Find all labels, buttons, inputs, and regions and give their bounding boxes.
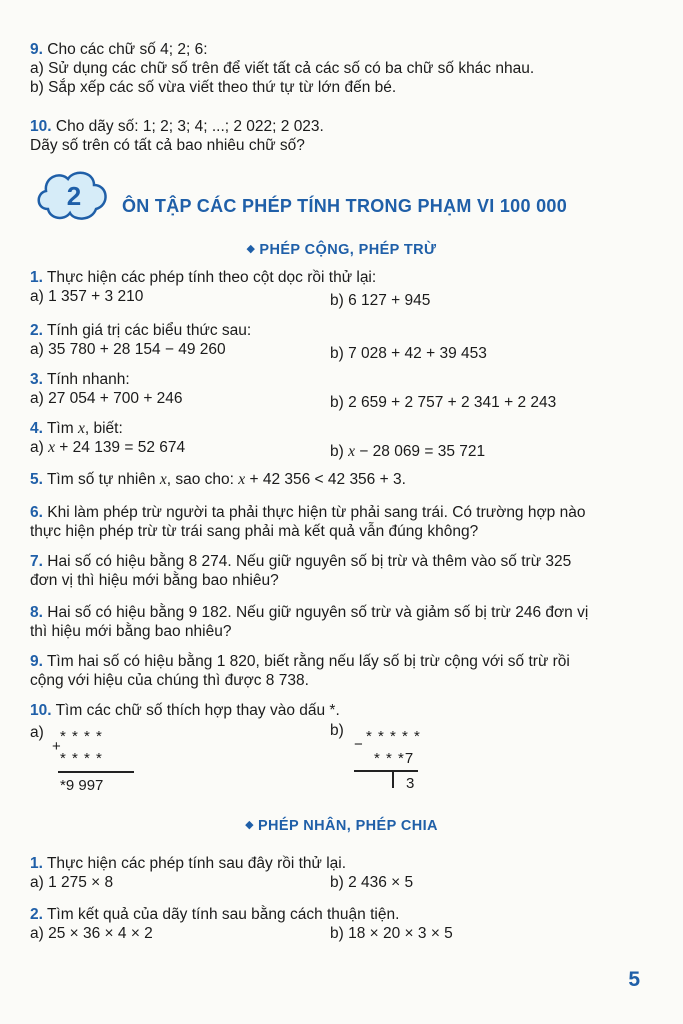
p1-question-7 bbox=[30, 552, 653, 590]
question-number: 3. bbox=[30, 371, 43, 388]
question-number: 2. bbox=[30, 322, 43, 339]
question-number: 4. bbox=[30, 420, 43, 437]
question-part-a bbox=[30, 438, 185, 457]
question-number: 5. bbox=[30, 471, 43, 488]
equation: − 28 069 = 35 721 bbox=[354, 443, 486, 460]
question-text: Tìm bbox=[46, 420, 78, 437]
vertical-line bbox=[392, 770, 394, 788]
question-number: 10. bbox=[30, 702, 52, 719]
subsection-title-text: PHÉP NHÂN, PHÉP CHIA bbox=[257, 818, 438, 834]
question-number: 1. bbox=[30, 855, 43, 872]
column-subtraction-b bbox=[330, 722, 450, 794]
diamond-bullet-icon: ◆ bbox=[246, 243, 256, 255]
question-part-a: a) Sử dụng các chữ số trên để viết tất cả các số có ba chữ số khác nhau. bbox=[30, 60, 535, 77]
column-addition-a bbox=[30, 722, 150, 794]
p1-question-5 bbox=[30, 470, 653, 489]
question-text: Khi làm phép trừ người ta phải thực hiện từ phải sang trái. Có trường hợp nào bbox=[47, 504, 586, 521]
question-part-a: a) 1 275 × 8 bbox=[30, 874, 114, 891]
question-part-b: b) 2 436 × 5 bbox=[330, 874, 414, 891]
question-line: thì hiệu mới bằng bao nhiêu? bbox=[30, 623, 232, 640]
operand-bottom: * * * * bbox=[60, 750, 103, 767]
result-line bbox=[354, 770, 418, 772]
question-number: 6. bbox=[30, 504, 43, 521]
question-part-a: a) 25 × 36 × 4 × 2 bbox=[30, 925, 153, 942]
question-part-b: b) 18 × 20 × 3 × 5 bbox=[330, 925, 453, 942]
cloud-badge-icon bbox=[34, 165, 110, 225]
question-part-b: b) 6 127 + 945 bbox=[330, 292, 431, 309]
p1-question-3 bbox=[30, 370, 653, 409]
question-text: Tìm số tự nhiên bbox=[46, 471, 160, 488]
variable: x bbox=[238, 471, 246, 488]
question-9-top bbox=[30, 40, 653, 97]
equation: + 24 139 = 52 674 bbox=[54, 439, 186, 456]
question-number: 1. bbox=[30, 269, 43, 286]
p1-question-9 bbox=[30, 652, 653, 690]
question-text: Tính nhanh: bbox=[46, 371, 130, 388]
subsection-title-add-sub bbox=[0, 242, 683, 258]
question-number: 8. bbox=[30, 604, 43, 621]
question-text: Cho dãy số: 1; 2; 3; 4; ...; 2 022; 2 023. bbox=[55, 118, 324, 135]
question-part-a: a) 1 357 + 3 210 bbox=[30, 288, 144, 305]
question-text: Hai số có hiệu bằng 9 182. Nếu giữ nguyên số trừ và giảm số bị trừ 246 đơn vị bbox=[47, 604, 589, 621]
result-line bbox=[58, 771, 134, 773]
question-part-b: b) 2 659 + 2 757 + 2 341 + 2 243 bbox=[330, 394, 557, 411]
question-number: 2. bbox=[30, 906, 43, 923]
result: *9 997 bbox=[60, 777, 104, 794]
question-part-b bbox=[330, 442, 485, 461]
question-line: thực hiện phép trừ từ trái sang phải mà kết quả vẫn đúng không? bbox=[30, 523, 479, 540]
question-text: Tìm các chữ số thích hợp thay vào dấu *. bbox=[55, 702, 340, 719]
question-text: Thực hiện các phép tính sau đây rồi thử lại. bbox=[46, 855, 347, 872]
operand-bottom: * * *7 bbox=[374, 750, 415, 767]
question-text: , sao cho: bbox=[166, 471, 239, 488]
subsection-title-text: PHÉP CỘNG, PHÉP TRỪ bbox=[259, 242, 437, 258]
question-line: đơn vị thì hiệu mới bằng bao nhiêu? bbox=[30, 572, 279, 589]
operand-top: * * * * bbox=[60, 728, 103, 745]
question-text: Tìm kết quả của dãy tính sau bằng cách thuận tiện. bbox=[46, 906, 400, 923]
question-number: 7. bbox=[30, 553, 43, 570]
part-label: b) bbox=[330, 722, 344, 739]
variable: x bbox=[48, 439, 55, 456]
question-text: Cho các chữ số 4; 2; 6: bbox=[47, 41, 208, 58]
p1-question-2 bbox=[30, 321, 653, 360]
diamond-bullet-icon: ◆ bbox=[245, 819, 254, 831]
p2-question-1 bbox=[30, 854, 653, 893]
variable: x bbox=[77, 420, 85, 437]
result: 3 bbox=[406, 775, 415, 792]
question-text: Thực hiện các phép tính theo cột dọc rồi thử lại: bbox=[46, 269, 377, 286]
question-text: + 42 356 < 42 356 + 3. bbox=[245, 471, 406, 488]
question-text: Hai số có hiệu bằng 8 274. Nếu giữ nguyên số bị trừ và thêm vào số trừ 325 bbox=[47, 553, 572, 570]
plus-sign: + bbox=[52, 738, 61, 755]
subsection-title-mul-div bbox=[0, 818, 683, 834]
question-10-top bbox=[30, 117, 653, 155]
question-number: 9. bbox=[30, 41, 43, 58]
question-line: Dãy số trên có tất cả bao nhiêu chữ số? bbox=[30, 137, 305, 154]
p1-question-4 bbox=[30, 419, 653, 458]
question-text: , biết: bbox=[84, 420, 123, 437]
p1-question-1 bbox=[30, 268, 653, 307]
variable: x bbox=[348, 443, 355, 460]
section-number: 2 bbox=[66, 181, 82, 211]
part-label: a) bbox=[30, 724, 44, 741]
question-text: Tính giá trị các biểu thức sau: bbox=[46, 322, 252, 339]
part-label: b) bbox=[330, 443, 349, 460]
question-part-b: b) Sắp xếp các số vừa viết theo thứ tự từ lớn đến bé. bbox=[30, 79, 397, 96]
question-text: Tìm hai số có hiệu bằng 1 820, biết rằng nếu lấy số bị trừ cộng với số trừ rồi bbox=[46, 653, 570, 670]
operand-top: * * * * * bbox=[366, 728, 421, 745]
variable: x bbox=[159, 471, 167, 488]
part-label: a) bbox=[30, 439, 49, 456]
page-number: 5 bbox=[628, 968, 640, 991]
p1-question-6 bbox=[30, 503, 653, 541]
question-part-a: a) 27 054 + 700 + 246 bbox=[30, 390, 183, 407]
question-part-b: b) 7 028 + 42 + 39 453 bbox=[330, 345, 487, 362]
question-number: 10. bbox=[30, 118, 52, 135]
minus-sign: − bbox=[354, 736, 363, 753]
section-title: ÔN TẬP CÁC PHÉP TÍNH TRONG PHẠM VI 100 000 bbox=[122, 196, 568, 216]
p1-question-8 bbox=[30, 603, 653, 641]
question-number: 9. bbox=[30, 653, 43, 670]
question-part-a: a) 35 780 + 28 154 − 49 260 bbox=[30, 341, 226, 358]
p2-question-2 bbox=[30, 905, 653, 944]
question-line: cộng với hiệu của chúng thì được 8 738. bbox=[30, 672, 309, 689]
p1-question-10 bbox=[30, 701, 653, 720]
section-number-badge bbox=[34, 165, 110, 225]
